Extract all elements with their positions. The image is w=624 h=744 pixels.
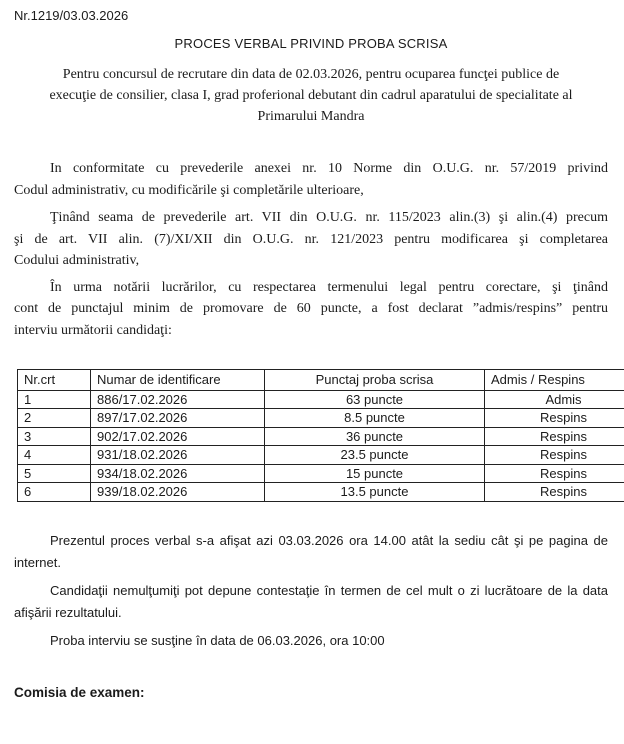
text-line: internet. [14, 555, 61, 570]
table-cell: 6 [18, 483, 91, 502]
table-cell: 3 [18, 427, 91, 446]
text-line: cont de punctajul minim de promovare de 60 puncte, a fost declarat ”admis/respins” pentru [14, 301, 608, 316]
column-header-punctaj: Punctaj proba scrisa [265, 370, 485, 391]
table-row [18, 446, 624, 465]
table-cell: 13.5 puncte [265, 483, 485, 502]
table-row [18, 427, 624, 446]
table-cell: Respins [485, 446, 624, 465]
text-line: Codului administrativ, [14, 253, 140, 268]
table-cell: 36 puncte [265, 427, 485, 446]
text-line: Candidaţii nemulţumiţi pot depune contestaţie în termen de cel mult o zi lucrătoare de la data [50, 582, 608, 598]
table-cell: 5 [18, 464, 91, 483]
text-line: afişării rezultatului. [14, 605, 122, 620]
table-cell: 886/17.02.2026 [91, 390, 265, 409]
table-cell: 1 [18, 390, 91, 409]
table-cell: 902/17.02.2026 [91, 427, 265, 446]
table-cell: Admis [485, 390, 624, 409]
table-cell: 15 puncte [265, 464, 485, 483]
document-title: PROCES VERBAL PRIVIND PROBA SCRISA [174, 36, 448, 51]
paragraph-interview [14, 630, 608, 653]
results-table-head [18, 370, 624, 391]
paragraph-contestation [14, 580, 608, 625]
text-line: execuţie de consilier, clasa I, grad proferional debutant din cadrul aparatului de specialitate al [49, 88, 573, 103]
text-line: Proba interviu se susţine în data de 06.03.2026, ora 10:00 [50, 632, 385, 648]
paragraph-results-intro [14, 277, 608, 342]
table-header-row [18, 370, 624, 391]
text-line: Ţinând seama de prevederile art. VII din O.U.G. nr. 115/2023 alin.(3) şi alin.(4) precum [50, 210, 608, 225]
text-line: Prezentul proces verbal s-a afişat azi 03.03.2026 ora 14.00 atât la sediu cât şi pe pagina de [50, 532, 608, 548]
table-row [18, 464, 624, 483]
table-row [18, 483, 624, 502]
text-line: Pentru concursul de recrutare din data de 02.03.2026, pentru ocuparea funcţei publice de [62, 67, 560, 82]
intro-paragraph [14, 64, 608, 127]
table-cell: 2 [18, 409, 91, 428]
text-line: interviu următorii candidaţi: [14, 322, 172, 338]
table-cell: Respins [485, 483, 624, 502]
text-line: În urma notării lucrărilor, cu respectarea termenului legal pentru corectare, şi ţinând [50, 279, 608, 295]
committee-label: Comisia de examen: [14, 685, 145, 700]
table-cell: 897/17.02.2026 [91, 409, 265, 428]
table-cell: 4 [18, 446, 91, 465]
column-header-identificare: Numar de identificare [91, 370, 265, 391]
text-line: Codul administrativ, cu modificările şi completările ulterioare, [14, 182, 364, 198]
results-table [17, 369, 624, 502]
table-cell: 934/18.02.2026 [91, 464, 265, 483]
table-cell: 939/18.02.2026 [91, 483, 265, 502]
table-row [18, 409, 624, 428]
table-cell: 63 puncte [265, 390, 485, 409]
document-number: Nr.1219/03.03.2026 [14, 8, 129, 23]
text-line: In conformitate cu prevederile anexei nr. 10 Norme din O.U.G. nr. 57/2019 privind [50, 161, 608, 176]
paragraph-legal-basis-2 [14, 207, 608, 272]
column-header-nr-crt: Nr.crt [18, 370, 91, 391]
table-cell: 23.5 puncte [265, 446, 485, 465]
table-cell: 931/18.02.2026 [91, 446, 265, 465]
column-header-admis-respins: Admis / Respins [485, 370, 624, 391]
paragraph-posting [14, 530, 608, 575]
table-row [18, 390, 624, 409]
table-cell: Respins [485, 464, 624, 483]
text-line: Primarului Mandra [257, 109, 365, 124]
table-cell: Respins [485, 409, 624, 428]
paragraph-legal-basis-1 [14, 158, 608, 201]
text-line: şi de art. VII alin. (7)/XI/XII din O.U.G. nr. 121/2023 pentru modificarea şi completarea [14, 231, 608, 247]
results-table-body [18, 390, 624, 501]
table-cell: 8.5 puncte [265, 409, 485, 428]
table-cell: Respins [485, 427, 624, 446]
